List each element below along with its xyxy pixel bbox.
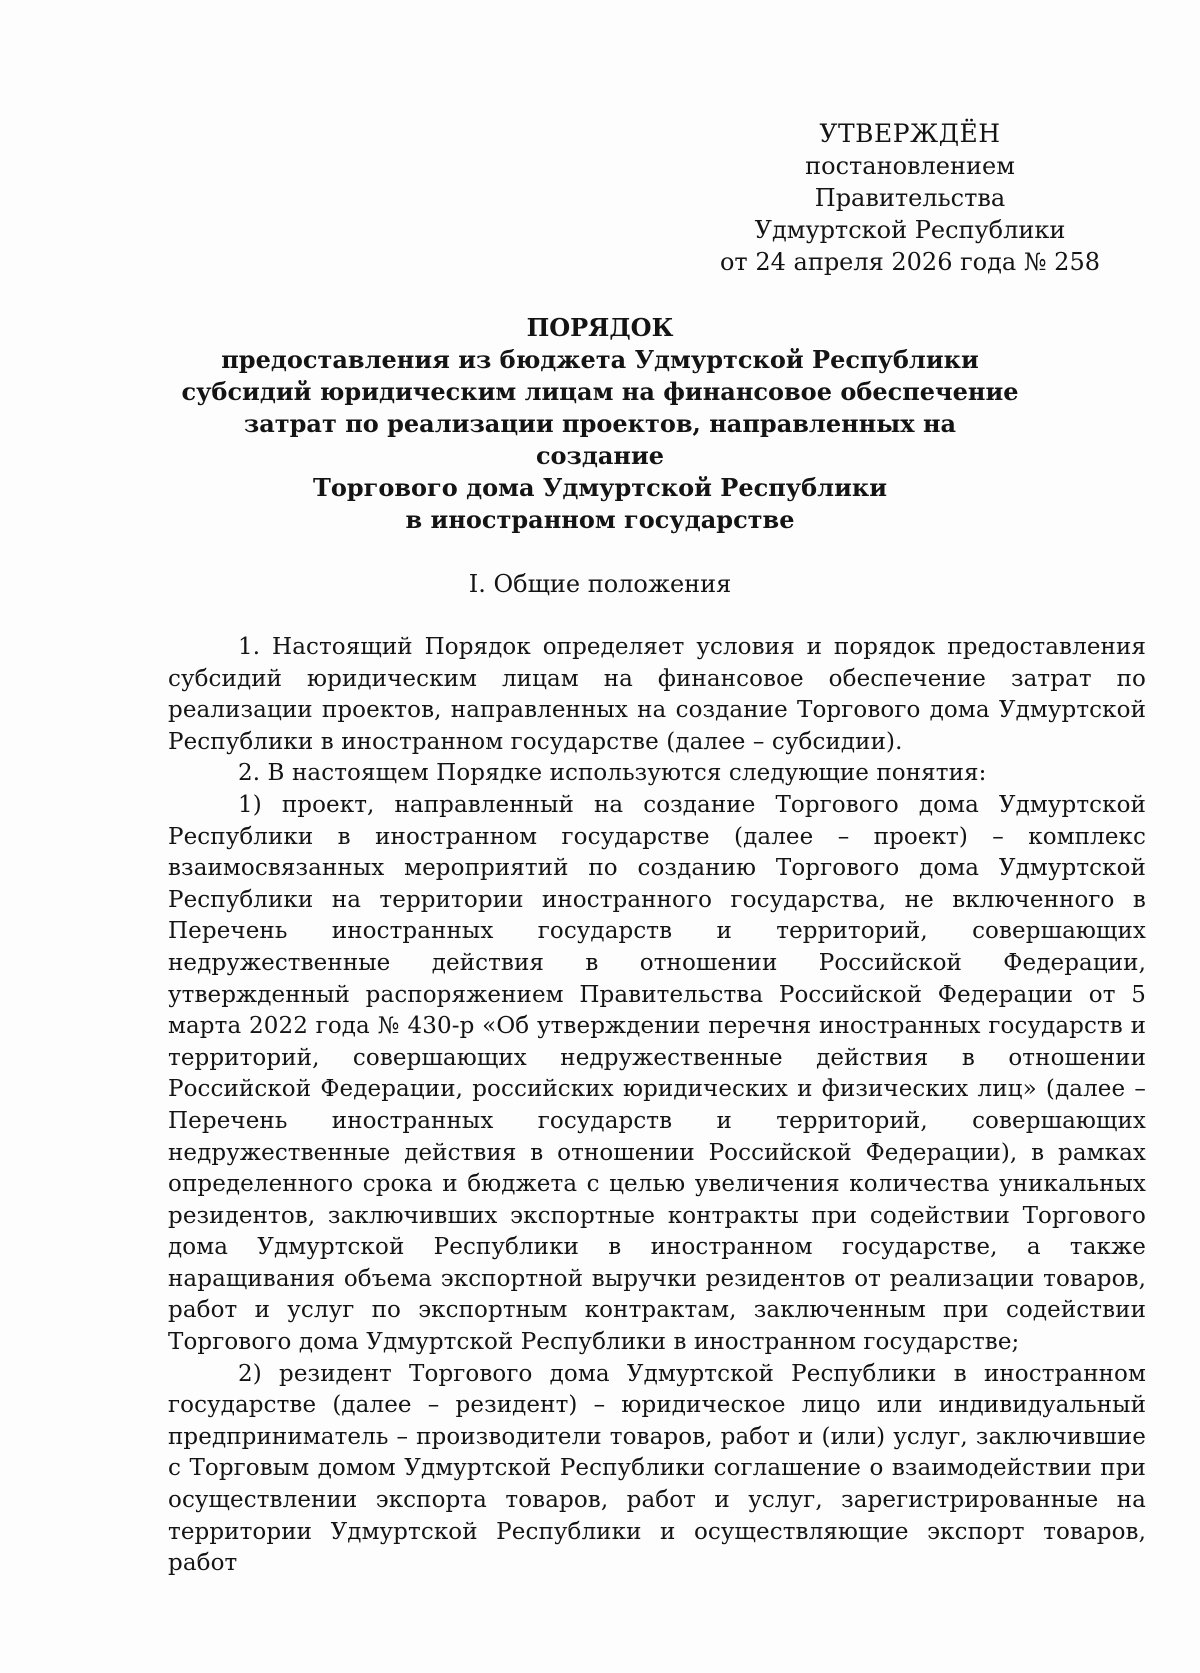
paragraph-3: 1) проект, направленный на создание Торгового дома Удмуртской Республики в иностранном государстве (далее – проект) – комплекс взаимосвязанных мероприятий по созданию Торгового дома Удмуртской Республики на территории иностранного государства, не включенного в Перечень иностранных государств и территорий, совершающих недружественные действия в отношении Российской Федерации, утвержденный распоряжением Правительства Российской Федерации от 5 марта 2022 года № 430-р «Об утверждении перечня иностранных государств и территорий, совершающих недружественные действия в отношении Российской Федерации, российских юридических и физических лиц» (далее – Перечень иностранных государств и территорий, совершающих недружественные действия в отношении Российской Федерации), в рамках определенного срока и бюджета с целью увеличения количества уникальных резидентов, заключивших экспортные контракты при содействии Торгового дома Удмуртской Республики в иностранном государстве, а также наращивания объема экспортной выручки резидентов от реализации товаров, работ и услуг по экспортным контрактам, заключенным при содействии Торгового дома Удмуртской Республики в иностранном государстве; <box>168 791 1146 1356</box>
title-line-5: в иностранном государстве <box>405 505 795 534</box>
title-line-1: предоставления из бюджета Удмуртской Республики <box>221 345 979 374</box>
title-heading: ПОРЯДОК <box>526 313 674 342</box>
title-line-3: затрат по реализации проектов, направленных на создание <box>243 409 957 470</box>
paragraph-2: 2. В настоящем Порядке используются следующие понятия: <box>238 760 987 787</box>
document-title <box>180 312 1020 536</box>
approval-stamp <box>710 118 1110 278</box>
title-line-4: Торгового дома Удмуртской Республики <box>312 473 888 502</box>
approval-line-authority: постановлением Правительства <box>805 152 1015 212</box>
paragraph-4: 2) резидент Торгового дома Удмуртской Республики в иностранном государстве (далее – резидент) – юридическое лицо или индивидуальный предприниматель – производители товаров, работ и (или) услуг, заключившие с Торговым домом Удмуртской Республики соглашение о взаимодействии при осуществлении экспорта товаров, работ и услуг, зарегистрированные на территории Удмуртской Республики и осуществляющие экспорт товаров, работ <box>168 1360 1146 1577</box>
approval-line-date-number: от 24 апреля 2026 года № 258 <box>719 248 1100 276</box>
approval-heading: УТВЕРЖДЁН <box>819 119 1001 148</box>
approval-line-region: Удмуртской Республики <box>754 216 1066 244</box>
section-heading: I. Общие положения <box>468 570 732 598</box>
paragraph-1: 1. Настоящий Порядок определяет условия и порядок предоставления субсидий юридическим лицам на финансовое обеспечение затрат по реализации проектов, направленных на создание Торгового дома Удмуртской Республики в иностранном государстве (далее – субсидии). <box>168 634 1146 755</box>
document-body <box>168 632 1146 1580</box>
title-line-2: субсидий юридическим лицам на финансовое обеспечение <box>181 377 1019 406</box>
